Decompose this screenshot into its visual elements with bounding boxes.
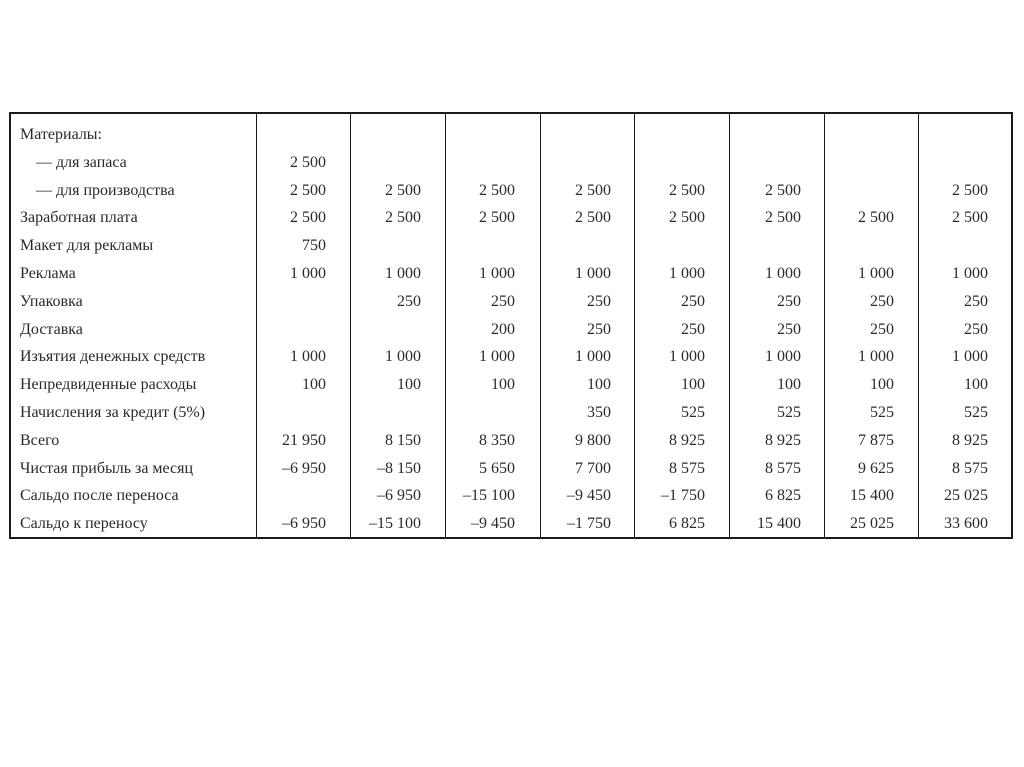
table-cell: 250	[964, 320, 988, 338]
table-cell: 1 000	[952, 265, 988, 282]
table-cell: 2 500	[669, 209, 705, 227]
table-cell: 1 000	[290, 348, 326, 366]
table-cell: 8 350	[479, 431, 515, 449]
table-cell: –9 450	[471, 515, 515, 533]
row-label: Непредвиденные расходы	[20, 376, 197, 394]
table-cell: 1 000	[385, 265, 421, 282]
table-cell: 25 025	[850, 515, 894, 533]
table-cell: 1 000	[952, 348, 988, 366]
table-cell: 2 500	[669, 181, 705, 199]
row-label: Чистая прибыль за месяц	[20, 459, 194, 477]
budget-table	[9, 112, 1013, 539]
table-cell: 525	[870, 404, 894, 421]
table-cell: 21 950	[282, 431, 326, 449]
table-cell: 8 150	[385, 431, 421, 449]
table-cell: 525	[681, 404, 705, 421]
table-cell: 250	[870, 292, 894, 310]
table-cell: 100	[870, 376, 894, 394]
table-cell: 1 000	[479, 265, 515, 282]
table-cell: 525	[964, 404, 988, 421]
table-cell: 1 000	[385, 348, 421, 366]
table-cell: 350	[587, 404, 611, 421]
table-cell: 2 500	[290, 181, 326, 199]
table-cell: –1 750	[567, 515, 611, 533]
table-cell: 250	[587, 292, 611, 310]
table-cell: 7 875	[858, 431, 894, 449]
table-cell: 7 700	[575, 459, 611, 477]
table-cell: 2 500	[765, 181, 801, 199]
table-cell: 250	[397, 292, 421, 310]
table-cell: 250	[964, 292, 988, 310]
row-label: — для запаса	[36, 153, 127, 171]
table-cell: 100	[964, 376, 988, 394]
row-label: Начисления за кредит (5%)	[20, 404, 206, 421]
table-cell: 2 500	[765, 209, 801, 227]
table-cell: 2 500	[479, 209, 515, 227]
table-cell: –6 950	[377, 487, 421, 505]
table-cell: 9 800	[575, 431, 611, 449]
table-cell: 8 925	[952, 431, 988, 449]
table-cell: 5 650	[479, 459, 515, 477]
table-cell: 100	[491, 376, 515, 394]
table-cell: 2 500	[952, 209, 988, 227]
table-cell: 250	[681, 320, 705, 338]
table-cell: 100	[397, 376, 421, 394]
row-label: Всего	[20, 431, 60, 449]
table-cell: 100	[681, 376, 705, 394]
table-cell: –15 100	[369, 515, 421, 533]
table-cell: 33 600	[944, 515, 988, 533]
table-cell: –9 450	[567, 487, 611, 505]
table-cell: 1 000	[575, 265, 611, 282]
table-cell: 8 575	[952, 459, 988, 477]
table-cell: 250	[777, 320, 801, 338]
table-cell: 2 500	[385, 209, 421, 227]
table-cell: 1 000	[669, 348, 705, 366]
row-label: — для производства	[36, 181, 175, 199]
table-cell: 750	[302, 237, 326, 255]
table-cell: 250	[587, 320, 611, 338]
table-cell: 1 000	[290, 265, 326, 282]
table-cell: 2 500	[575, 209, 611, 227]
table-cell: 250	[777, 292, 801, 310]
table-cell: 6 825	[765, 487, 801, 505]
table-cell: 1 000	[765, 348, 801, 366]
table-cell: –15 100	[463, 487, 515, 505]
row-label: Изъятия денежных средств	[20, 348, 206, 366]
table-cell: 250	[681, 292, 705, 310]
table-cell: 250	[491, 292, 515, 310]
row-label: Упаковка	[20, 292, 83, 310]
table-cell: –6 950	[282, 515, 326, 533]
row-label: Сальдо после переноса	[20, 487, 179, 505]
table-cell: 2 500	[290, 209, 326, 227]
table-cell: 200	[491, 320, 515, 338]
table-cell: 525	[777, 404, 801, 421]
table-cell: –6 950	[282, 459, 326, 477]
row-label: Доставка	[20, 320, 83, 338]
table-cell: 8 925	[765, 431, 801, 449]
table-cell: 1 000	[858, 348, 894, 366]
table-cell: –1 750	[661, 487, 705, 505]
table-cell: 8 575	[765, 459, 801, 477]
table-cell: 100	[777, 376, 801, 394]
table-cell: 1 000	[479, 348, 515, 366]
table-cell: 2 500	[385, 181, 421, 199]
table-cell: 6 825	[669, 515, 705, 533]
table-cell: 2 500	[858, 209, 894, 227]
table-cell: 2 500	[575, 181, 611, 199]
table-cell: 8 575	[669, 459, 705, 477]
table-cell: 15 400	[757, 515, 801, 533]
row-label: Заработная плата	[20, 209, 138, 227]
table-cell: 1 000	[669, 265, 705, 282]
row-label: Материалы:	[20, 126, 102, 143]
table-cell: 2 500	[479, 181, 515, 199]
row-label: Реклама	[20, 265, 76, 282]
table-cell: 25 025	[944, 487, 988, 505]
table-cell: 2 500	[290, 153, 326, 171]
table-cell: 9 625	[858, 459, 894, 477]
table-cell: 100	[587, 376, 611, 394]
table-cell: 250	[870, 320, 894, 338]
table-cell: 2 500	[952, 181, 988, 199]
table-cell: 1 000	[858, 265, 894, 282]
table-cell: 100	[302, 376, 326, 394]
table-cell: 1 000	[575, 348, 611, 366]
row-label: Макет для рекламы	[20, 237, 154, 255]
table-cell: 15 400	[850, 487, 894, 505]
table-cell: 1 000	[765, 265, 801, 282]
table-cell: 8 925	[669, 431, 705, 449]
row-label: Сальдо к переносу	[20, 515, 148, 533]
table-cell: –8 150	[377, 459, 421, 477]
